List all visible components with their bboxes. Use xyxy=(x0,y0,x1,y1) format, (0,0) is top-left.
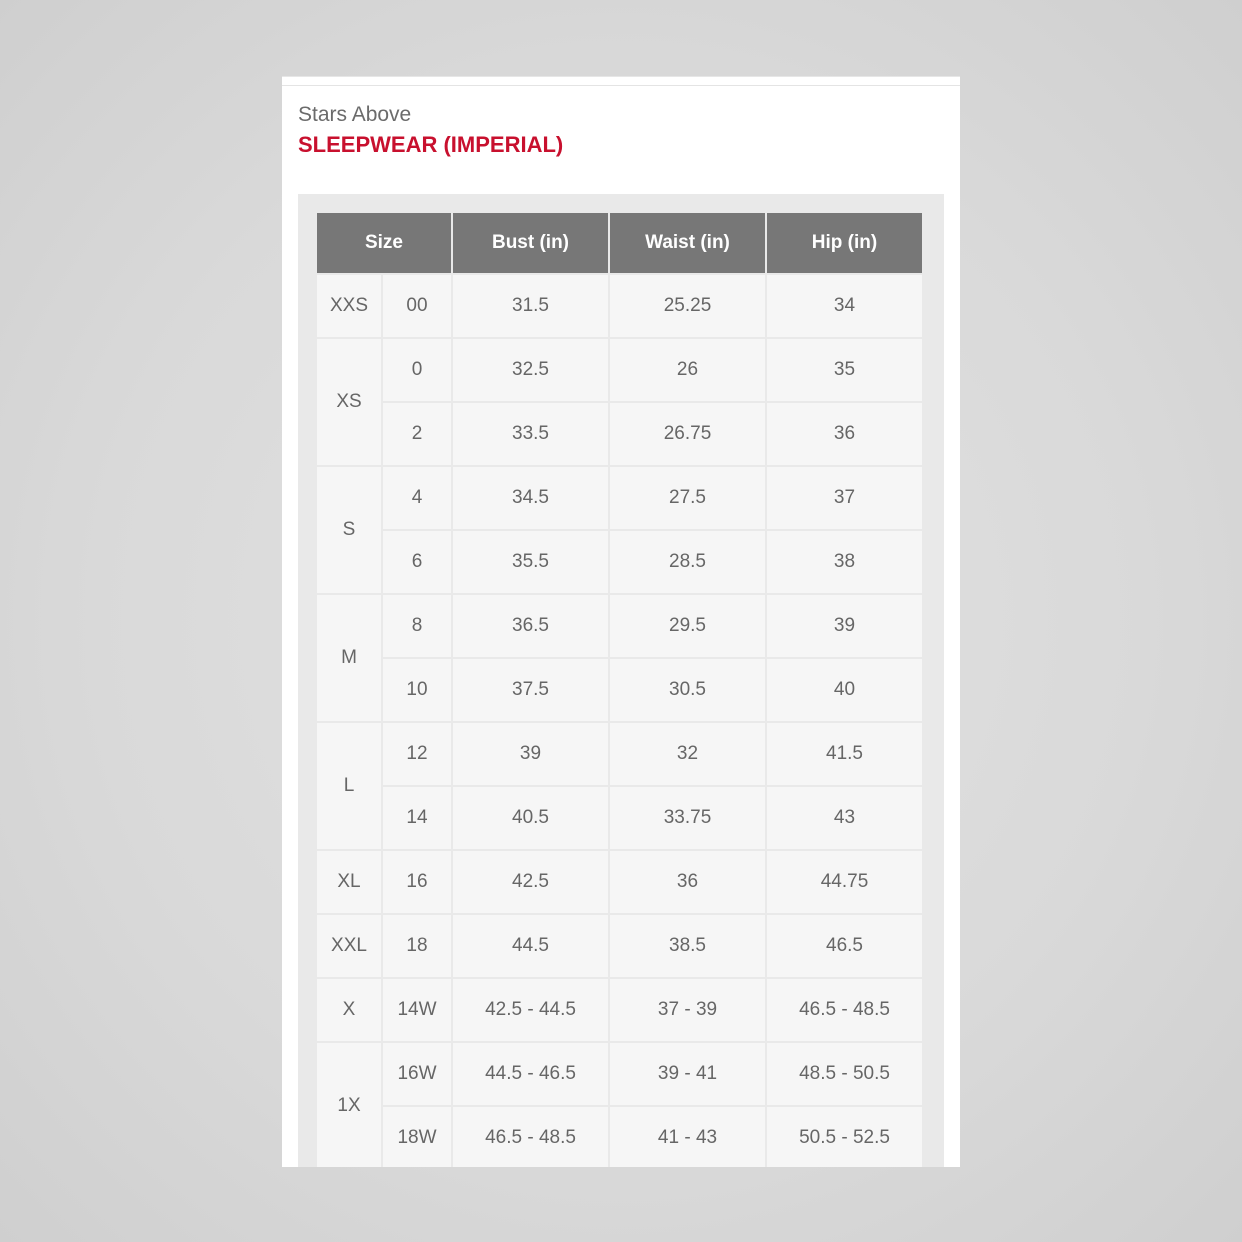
table-row xyxy=(317,851,922,913)
hip-cell: 39 xyxy=(767,595,922,657)
bust-cell: 36.5 xyxy=(453,595,608,657)
waist-cell: 27.5 xyxy=(610,467,765,529)
size-letter-cell: L xyxy=(317,723,381,849)
size-number-cell: 14 xyxy=(383,787,451,849)
waist-cell: 32 xyxy=(610,723,765,785)
waist-cell: 28.5 xyxy=(610,531,765,593)
column-header-hip: Hip (in) xyxy=(767,213,922,273)
bust-cell: 44.5 - 46.5 xyxy=(453,1043,608,1105)
size-letter-cell: S xyxy=(317,467,381,593)
table-row xyxy=(317,979,922,1041)
size-number-cell: 0 xyxy=(383,339,451,401)
table-row xyxy=(317,915,922,977)
table-row xyxy=(317,403,922,465)
table-row xyxy=(317,1107,922,1167)
waist-cell: 39 - 41 xyxy=(610,1043,765,1105)
size-number-cell: 14W xyxy=(383,979,451,1041)
table-row xyxy=(317,1043,922,1105)
size-table xyxy=(315,211,924,1167)
hip-cell: 48.5 - 50.5 xyxy=(767,1043,922,1105)
size-number-cell: 6 xyxy=(383,531,451,593)
table-row xyxy=(317,595,922,657)
hip-cell: 38 xyxy=(767,531,922,593)
hip-cell: 34 xyxy=(767,275,922,337)
bust-cell: 37.5 xyxy=(453,659,608,721)
bust-cell: 42.5 - 44.5 xyxy=(453,979,608,1041)
size-chart-card xyxy=(282,76,960,1167)
table-row xyxy=(317,531,922,593)
waist-cell: 25.25 xyxy=(610,275,765,337)
waist-cell: 36 xyxy=(610,851,765,913)
size-table-panel xyxy=(298,194,944,1167)
size-number-cell: 18W xyxy=(383,1107,451,1167)
table-row xyxy=(317,723,922,785)
hip-cell: 46.5 xyxy=(767,915,922,977)
column-header-waist: Waist (in) xyxy=(610,213,765,273)
bust-cell: 32.5 xyxy=(453,339,608,401)
hip-cell: 43 xyxy=(767,787,922,849)
bust-cell: 42.5 xyxy=(453,851,608,913)
table-header-row xyxy=(317,213,922,273)
size-number-cell: 18 xyxy=(383,915,451,977)
table-body xyxy=(317,275,922,1167)
size-letter-cell: XS xyxy=(317,339,381,465)
waist-cell: 38.5 xyxy=(610,915,765,977)
hip-cell: 40 xyxy=(767,659,922,721)
hip-cell: 44.75 xyxy=(767,851,922,913)
table-row xyxy=(317,339,922,401)
size-number-cell: 00 xyxy=(383,275,451,337)
waist-cell: 33.75 xyxy=(610,787,765,849)
size-number-cell: 16W xyxy=(383,1043,451,1105)
size-number-cell: 2 xyxy=(383,403,451,465)
waist-cell: 29.5 xyxy=(610,595,765,657)
size-letter-cell: XL xyxy=(317,851,381,913)
table-row xyxy=(317,659,922,721)
waist-cell: 37 - 39 xyxy=(610,979,765,1041)
divider xyxy=(282,85,960,86)
bust-cell: 44.5 xyxy=(453,915,608,977)
bust-cell: 40.5 xyxy=(453,787,608,849)
waist-cell: 26.75 xyxy=(610,403,765,465)
column-header-size: Size xyxy=(317,213,451,273)
bust-cell: 35.5 xyxy=(453,531,608,593)
chart-title: SLEEPWEAR (IMPERIAL) xyxy=(298,132,564,157)
size-letter-cell: 1X xyxy=(317,1043,381,1167)
column-header-bust: Bust (in) xyxy=(453,213,608,273)
table-row xyxy=(317,275,922,337)
bust-cell: 31.5 xyxy=(453,275,608,337)
bust-cell: 39 xyxy=(453,723,608,785)
size-number-cell: 4 xyxy=(383,467,451,529)
hip-cell: 46.5 - 48.5 xyxy=(767,979,922,1041)
bust-cell: 46.5 - 48.5 xyxy=(453,1107,608,1167)
size-letter-cell: M xyxy=(317,595,381,721)
waist-cell: 26 xyxy=(610,339,765,401)
size-number-cell: 8 xyxy=(383,595,451,657)
waist-cell: 30.5 xyxy=(610,659,765,721)
bust-cell: 33.5 xyxy=(453,403,608,465)
hip-cell: 50.5 - 52.5 xyxy=(767,1107,922,1167)
size-number-cell: 16 xyxy=(383,851,451,913)
hip-cell: 37 xyxy=(767,467,922,529)
size-letter-cell: XXL xyxy=(317,915,381,977)
hip-cell: 36 xyxy=(767,403,922,465)
size-number-cell: 12 xyxy=(383,723,451,785)
size-number-cell: 10 xyxy=(383,659,451,721)
waist-cell: 41 - 43 xyxy=(610,1107,765,1167)
hip-cell: 35 xyxy=(767,339,922,401)
table-row xyxy=(317,787,922,849)
bust-cell: 34.5 xyxy=(453,467,608,529)
size-letter-cell: X xyxy=(317,979,381,1041)
brand-name: Stars Above xyxy=(298,103,412,126)
table-row xyxy=(317,467,922,529)
size-letter-cell: XXS xyxy=(317,275,381,337)
hip-cell: 41.5 xyxy=(767,723,922,785)
